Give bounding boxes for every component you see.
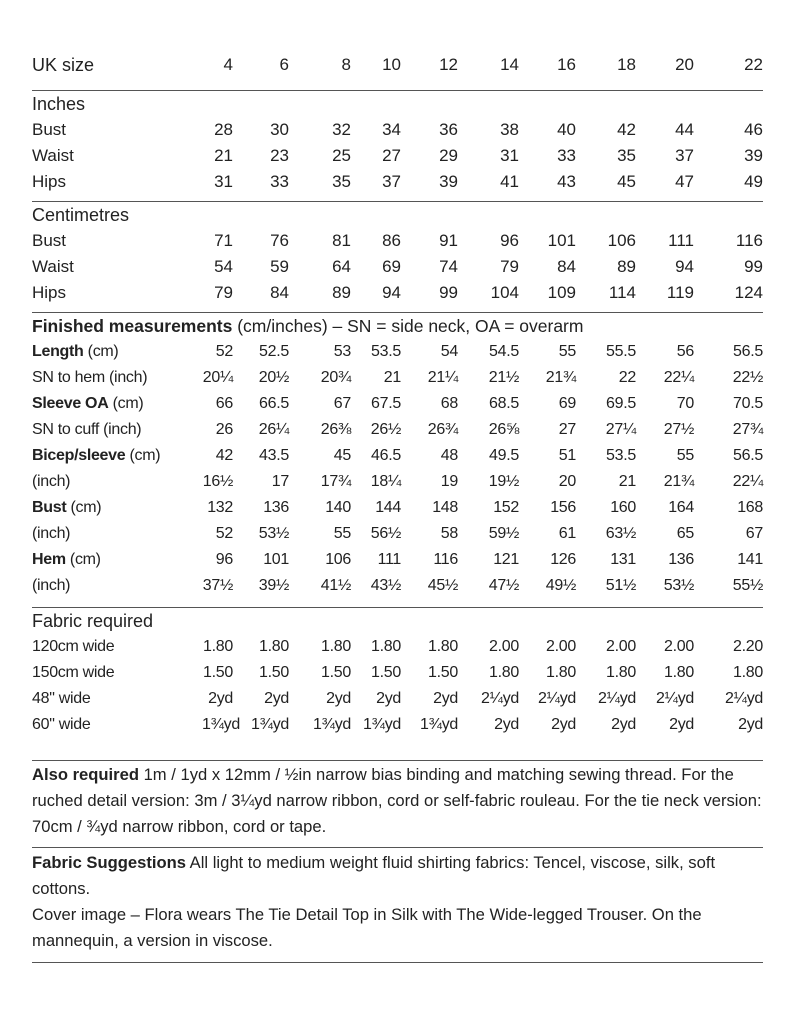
cell: 126 [550,551,576,568]
table-row [32,521,763,547]
cell: 1¾yd [313,716,351,733]
cell: 35 [617,146,636,165]
cell: 35 [332,172,351,191]
cell: 66.5 [259,395,289,412]
table-row [32,417,763,443]
cell: 136 [668,551,694,568]
cell: 1.80 [428,638,458,655]
cell: 31 [214,172,233,191]
cell: 1.80 [203,638,233,655]
cell: 21¾ [663,473,694,490]
row-label: Hips [32,283,67,302]
cell: 1.80 [371,638,401,655]
fabric-title: Fabric required [32,608,763,635]
cell: 21½ [488,369,519,386]
cell: 22¼ [663,369,694,386]
cell: 1.80 [321,638,351,655]
size-col: 6 [279,55,289,74]
row-label-bold: Bust [32,499,67,516]
cell: 19 [440,473,458,490]
cell: 79 [214,283,233,302]
row-label [32,417,202,443]
row-label-rest: SN to hem (inch) [32,369,148,386]
cell: 68.5 [489,395,519,412]
cell: 144 [375,499,401,516]
cell: 86 [382,231,401,250]
cell: 25 [332,146,351,165]
row-label-rest: (cm) [83,343,119,360]
cell: 36 [439,120,458,139]
centimetres-title: Centimetres [32,202,763,229]
cell: 164 [668,499,694,516]
cell: 64 [332,257,351,276]
cell: 28 [214,120,233,139]
row-label: 120cm wide [32,638,115,655]
row-label: Bust [32,231,67,250]
cell: 56½ [370,525,401,542]
cell: 41½ [320,577,351,594]
cell: 46.5 [371,447,401,464]
cell: 1.80 [606,664,636,681]
cell: 49.5 [489,447,519,464]
cell: 76 [270,231,289,250]
cell: 43 [557,172,576,191]
cell: 31 [500,146,519,165]
cell: 104 [490,283,519,302]
cell: 84 [557,257,576,276]
row-label: Hips [32,172,67,191]
cell: 2yd [264,690,289,707]
cell: 2yd [376,690,401,707]
size-col: 18 [617,55,636,74]
cell: 26⅜ [320,421,351,438]
also-required-title: Also required [32,765,139,784]
cell: 21¼ [427,369,458,386]
size-col: 16 [557,55,576,74]
finished-title [32,313,763,340]
cell: 1.50 [428,664,458,681]
divider [32,760,763,761]
cell: 152 [493,499,519,516]
cell: 131 [610,551,636,568]
size-col: 12 [439,55,458,74]
cell: 27 [558,421,576,438]
row-label-bold: Hem [32,551,66,568]
table-row [32,117,763,143]
cell: 1¾yd [420,716,458,733]
cell: 45½ [427,577,458,594]
cell: 1.50 [203,664,233,681]
cell: 2¼yd [538,690,576,707]
cell: 34 [382,120,401,139]
divider [32,962,763,963]
size-col: 8 [341,55,351,74]
fabric-suggestions-title: Fabric Suggestions [32,853,186,872]
cell: 26 [215,421,233,438]
cell: 21 [214,146,233,165]
cell: 94 [382,283,401,302]
cell: 22½ [732,369,763,386]
cell: 59 [270,257,289,276]
size-col: 22 [744,55,763,74]
table-row [32,495,763,521]
cell: 68 [440,395,458,412]
row-label [32,469,202,495]
cell: 66 [215,395,233,412]
size-col: 14 [500,55,519,74]
cell: 136 [263,499,289,516]
cell: 96 [500,231,519,250]
cell: 26⅝ [488,421,519,438]
table-row [32,339,763,365]
cell: 53 [333,343,351,360]
cell: 42 [617,120,636,139]
row-label: Waist [32,257,74,276]
cell: 26¼ [258,421,289,438]
cell: 43½ [370,577,401,594]
cell: 2yd [738,716,763,733]
row-label: 48" wide [32,690,91,707]
cell: 27 [382,146,401,165]
cell: 17 [271,473,289,490]
row-label [32,495,202,521]
cell: 70.5 [733,395,763,412]
cell: 45 [617,172,636,191]
cell: 1¾yd [363,716,401,733]
size-col: 4 [223,55,233,74]
cell: 2yd [494,716,519,733]
table-row [32,573,763,599]
cell: 37½ [202,577,233,594]
uk-size-row [32,52,763,78]
cell: 22 [618,369,636,386]
cell: 71 [214,231,233,250]
cell: 40 [557,120,576,139]
cell: 148 [432,499,458,516]
row-label [32,547,202,573]
cell: 41 [500,172,519,191]
cell: 160 [610,499,636,516]
cell: 45 [333,447,351,464]
cell: 2.20 [733,638,763,655]
cell: 47 [675,172,694,191]
cell: 2¼yd [725,690,763,707]
cell: 47½ [488,577,519,594]
cell: 18¼ [370,473,401,490]
cell: 67 [745,525,763,542]
cell: 111 [377,551,401,568]
cell: 89 [332,283,351,302]
cell: 55.5 [606,343,636,360]
cell: 53½ [258,525,289,542]
cell: 52 [215,343,233,360]
cell: 56.5 [733,343,763,360]
cell: 1.80 [664,664,694,681]
cell: 54 [214,257,233,276]
row-label: Waist [32,146,74,165]
cell: 30 [270,120,289,139]
table-row [32,254,763,280]
fabric-section [32,608,763,739]
table-row [32,712,763,738]
cell: 55½ [732,577,763,594]
row-label-bold: Length [32,343,84,360]
cell: 63½ [605,525,636,542]
size-col: 20 [675,55,694,74]
cell: 101 [547,231,576,250]
table-row [32,660,763,686]
cell: 1.80 [489,664,519,681]
also-required-note [32,762,763,840]
row-label [32,391,202,417]
cell: 69.5 [606,395,636,412]
row-label-bold: Bicep/sleeve [32,447,126,464]
cell: 27¾ [732,421,763,438]
cell: 27¼ [605,421,636,438]
row-label: Bust [32,120,67,139]
row-label [32,521,202,547]
row-label [32,443,202,469]
cell: 1.80 [733,664,763,681]
cell: 53.5 [606,447,636,464]
row-label-rest: (cm) [108,395,144,412]
cell: 23 [270,146,289,165]
table-row [32,547,763,573]
cell: 67.5 [371,395,401,412]
cell: 21 [383,369,401,386]
cell: 21¾ [545,369,576,386]
row-label-rest: (inch) [32,525,71,542]
cell: 29 [439,146,458,165]
row-label-bold: Sleeve OA [32,395,109,412]
cell: 99 [744,257,763,276]
cell: 38 [500,120,519,139]
cell: 81 [332,231,351,250]
finished-title-rest: (cm/inches) – SN = side neck, OA = overarm [232,316,584,336]
fabric-suggestions-note [32,850,763,954]
cell: 106 [325,551,351,568]
cell: 109 [547,283,576,302]
cell: 61 [558,525,576,542]
cell: 116 [433,551,458,568]
cell: 26¾ [427,421,458,438]
finished-section [32,313,763,608]
row-label: 60" wide [32,716,91,733]
cell: 94 [675,257,694,276]
cell: 43.5 [259,447,289,464]
uk-size-label: UK size [32,55,95,75]
cell: 20¼ [202,369,233,386]
cell: 1.50 [259,664,289,681]
row-label-rest: SN to cuff (inch) [32,421,142,438]
table-row [32,469,763,495]
cell: 2¼yd [481,690,519,707]
cell: 51 [558,447,576,464]
cell: 99 [439,283,458,302]
inches-title: Inches [32,91,763,118]
cell: 2yd [326,690,351,707]
cell: 44 [675,120,694,139]
cell: 22¼ [732,473,763,490]
table-row [32,365,763,391]
fabric-suggestions-text: All light to medium weight fluid shirting fabrics: Tencel, viscose, silk, soft cottons. [32,853,716,898]
cell: 33 [270,172,289,191]
cell: 70 [676,395,694,412]
cell: 26½ [370,421,401,438]
cell: 20¾ [320,369,351,386]
cell: 56.5 [733,447,763,464]
cell: 39 [744,146,763,165]
table-row [32,169,763,195]
cell: 2.00 [606,638,636,655]
cell: 1.80 [546,664,576,681]
table-row [32,228,763,254]
cell: 140 [325,499,351,516]
cell: 59½ [488,525,519,542]
row-label [32,365,202,391]
cell: 119 [666,283,694,302]
row-label: 150cm wide [32,664,115,681]
row-label [32,339,202,365]
cell: 56 [676,343,694,360]
cell: 33 [557,146,576,165]
cell: 55 [676,447,694,464]
divider [32,847,763,848]
also-required-text: 1m / 1yd x 12mm / ½in narrow bias binding and matching sewing thread. For the ruched detail version: 3m / 3¼yd narrow ribbon, cord or self-fabric rouleau. For the tie neck version: 70cm / ¾yd narrow ribbon, cord or tape. [32,765,762,836]
cell: 1.50 [321,664,351,681]
size-chart-table [32,0,763,738]
size-header [32,0,763,91]
cell: 2yd [611,716,636,733]
row-label-rest: (inch) [32,577,71,594]
cell: 2¼yd [656,690,694,707]
cell: 27½ [663,421,694,438]
cell: 32 [332,120,351,139]
cell: 17¾ [320,473,351,490]
row-label [32,573,202,599]
row-label-rest: (inch) [32,473,71,490]
row-label-rest: (cm) [125,447,161,464]
cell: 124 [734,283,763,302]
cell: 39 [439,172,458,191]
table-row [32,391,763,417]
cell: 1¾yd [202,716,240,733]
cell: 156 [550,499,576,516]
table-row [32,634,763,660]
cell: 20 [558,473,576,490]
cell: 74 [439,257,458,276]
cell: 69 [558,395,576,412]
cell: 2.00 [489,638,519,655]
cell: 132 [207,499,233,516]
cell: 52 [215,525,233,542]
cell: 106 [607,231,636,250]
size-col: 10 [382,55,401,74]
cell: 2yd [669,716,694,733]
cell: 21 [618,473,636,490]
cell: 69 [382,257,401,276]
cell: 37 [382,172,401,191]
table-row [32,443,763,469]
cell: 121 [493,551,519,568]
cell: 58 [440,525,458,542]
cell: 52.5 [259,343,289,360]
cell: 2.00 [664,638,694,655]
row-label-rest: (cm) [66,499,102,516]
inches-section [32,91,763,202]
cell: 39½ [258,577,289,594]
cell: 55 [333,525,351,542]
cell: 42 [215,447,233,464]
cell: 79 [500,257,519,276]
cell: 54.5 [489,343,519,360]
cell: 2.00 [546,638,576,655]
cell: 1.80 [259,638,289,655]
table-row [32,280,763,306]
cell: 20½ [258,369,289,386]
cell: 19½ [488,473,519,490]
cell: 49½ [545,577,576,594]
cell: 84 [270,283,289,302]
cell: 2¼yd [598,690,636,707]
cell: 89 [617,257,636,276]
cell: 141 [737,551,763,568]
size-chart-page [32,0,763,738]
cell: 2yd [551,716,576,733]
cell: 65 [676,525,694,542]
cell: 116 [735,231,763,250]
cell: 49 [744,172,763,191]
finished-title-bold: Finished measurements [32,316,233,336]
table-row [32,686,763,712]
cell: 46 [744,120,763,139]
cover-image-note: Cover image – Flora wears The Tie Detail Top in Silk with The Wide-legged Trouser. On the mannequin, a version in viscose. [32,905,702,950]
cell: 67 [333,395,351,412]
cell: 111 [668,231,694,250]
cell: 1.50 [371,664,401,681]
cell: 114 [608,283,636,302]
cell: 54 [440,343,458,360]
cell: 53.5 [371,343,401,360]
cell: 55 [558,343,576,360]
cell: 48 [440,447,458,464]
cell: 101 [263,551,289,568]
cell: 168 [737,499,763,516]
row-label-rest: (cm) [65,551,101,568]
table-row [32,143,763,169]
cell: 51½ [605,577,636,594]
cell: 1¾yd [251,716,289,733]
cell: 53½ [663,577,694,594]
cell: 2yd [208,690,233,707]
centimetres-section [32,202,763,313]
cell: 2yd [433,690,458,707]
cell: 91 [439,231,458,250]
cell: 37 [675,146,694,165]
cell: 16½ [202,473,233,490]
cell: 96 [215,551,233,568]
